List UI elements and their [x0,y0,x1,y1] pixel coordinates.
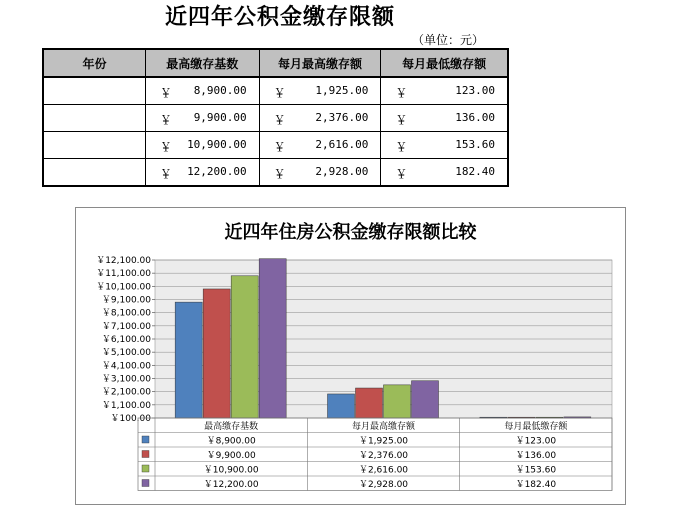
y-tick-label: ￥1,100.00 [101,400,151,411]
y-tick-label: ￥8,100.00 [101,308,151,319]
table-header-row [43,49,508,77]
bar [203,289,230,418]
currency-symbol: ￥ [395,140,408,154]
column-header-max-base: 最高缴存基数 [145,49,259,77]
year-cell [43,132,145,159]
column-header-year: 年份 [43,49,145,77]
amount-cell [381,159,508,187]
bar [412,381,439,418]
data-label: ￥10,900.00 [203,465,259,476]
y-tick-label: ￥7,100.00 [101,321,151,332]
currency-symbol: ￥ [159,140,172,154]
x-category-label: 每月最高缴存额 [351,422,416,432]
data-label: ￥1,925.00 [358,436,409,447]
legend-key [142,465,149,472]
amount-value: 2,928.00 [315,165,369,178]
unit-note: （单位：元） [412,33,485,47]
data-label: ￥182.40 [515,480,557,490]
bar-chart [76,208,625,504]
currency-symbol: ￥ [395,86,408,100]
data-label: ￥2,616.00 [358,465,409,476]
y-tick-label: ￥4,100.00 [101,361,151,372]
amount-cell [259,159,381,187]
table-row [43,77,508,105]
currency-symbol: ￥ [159,86,172,100]
legend-key [142,436,149,443]
data-label: ￥12,200.00 [203,480,259,490]
currency-symbol: ￥ [273,167,286,181]
amount-cell [259,105,381,132]
table-row [43,105,508,132]
chart-title: 近四年住房公积金缴存限额比较 [224,222,477,243]
x-category-label: 最高缴存基数 [204,422,259,432]
currency-symbol: ￥ [159,113,172,127]
legend-key [142,451,149,458]
data-label: ￥9,900.00 [206,451,256,461]
x-category-label: 每月最低缴存额 [504,422,568,432]
amount-value: 136.00 [455,111,495,124]
data-label: ￥153.60 [515,465,557,476]
table-row [43,159,508,187]
amount-value: 9,900.00 [193,111,247,124]
amount-cell [259,132,381,159]
chart-panel [75,207,626,505]
bar [384,385,411,418]
legend-key [142,480,149,487]
column-header-monthly-min: 每月最低缴存额 [381,49,508,77]
amount-value: 1,925.00 [315,84,369,97]
y-tick-label: ￥5,100.00 [101,348,151,359]
data-label: ￥136.00 [515,451,557,461]
data-label: ￥2,376.00 [358,451,409,461]
data-label: ￥2,928.00 [358,480,409,490]
bar [259,259,286,418]
currency-symbol: ￥ [159,167,172,181]
year-cell [43,105,145,132]
amount-value: 2,376.00 [315,111,369,124]
currency-symbol: ￥ [273,113,286,127]
amount-cell [145,77,259,105]
currency-symbol: ￥ [395,113,408,127]
bar [328,394,355,418]
y-tick-label: ￥3,100.00 [101,374,151,385]
bar [356,388,383,418]
amount-value: 12,200.00 [187,165,247,178]
bar [231,276,258,418]
amount-cell [145,105,259,132]
amount-cell [145,132,259,159]
amount-cell [145,159,259,187]
y-tick-label: ￥11,100.00 [96,269,151,280]
data-label: ￥123.00 [515,436,557,447]
y-tick-label: ￥6,100.00 [101,335,151,345]
y-tick-label: ￥10,100.00 [96,282,151,293]
amount-cell [381,105,508,132]
y-tick-label: ￥2,100.00 [101,387,151,398]
column-header-monthly-max: 每月最高缴存额 [259,49,381,77]
table-row [43,132,508,159]
amount-cell [259,77,381,105]
amount-value: 8,900.00 [193,84,247,97]
data-label: ￥8,900.00 [206,436,256,447]
currency-symbol: ￥ [273,86,286,100]
y-tick-label: ￥9,100.00 [101,295,151,306]
year-cell [43,77,145,105]
amount-value: 182.40 [455,165,495,178]
amount-value: 123.00 [455,84,495,97]
amount-cell [381,132,508,159]
y-tick-label: ￥100.00 [110,414,151,424]
currency-symbol: ￥ [395,167,408,181]
currency-symbol: ￥ [273,140,286,154]
amount-cell [381,77,508,105]
amount-value: 10,900.00 [187,138,247,151]
y-tick-label: ￥12,100.00 [96,256,151,266]
bar [175,302,202,418]
limits-table [42,48,509,187]
year-cell [43,159,145,187]
page-title: 近四年公积金缴存限额 [164,5,395,30]
amount-value: 2,616.00 [315,138,369,151]
amount-value: 153.60 [455,138,495,151]
